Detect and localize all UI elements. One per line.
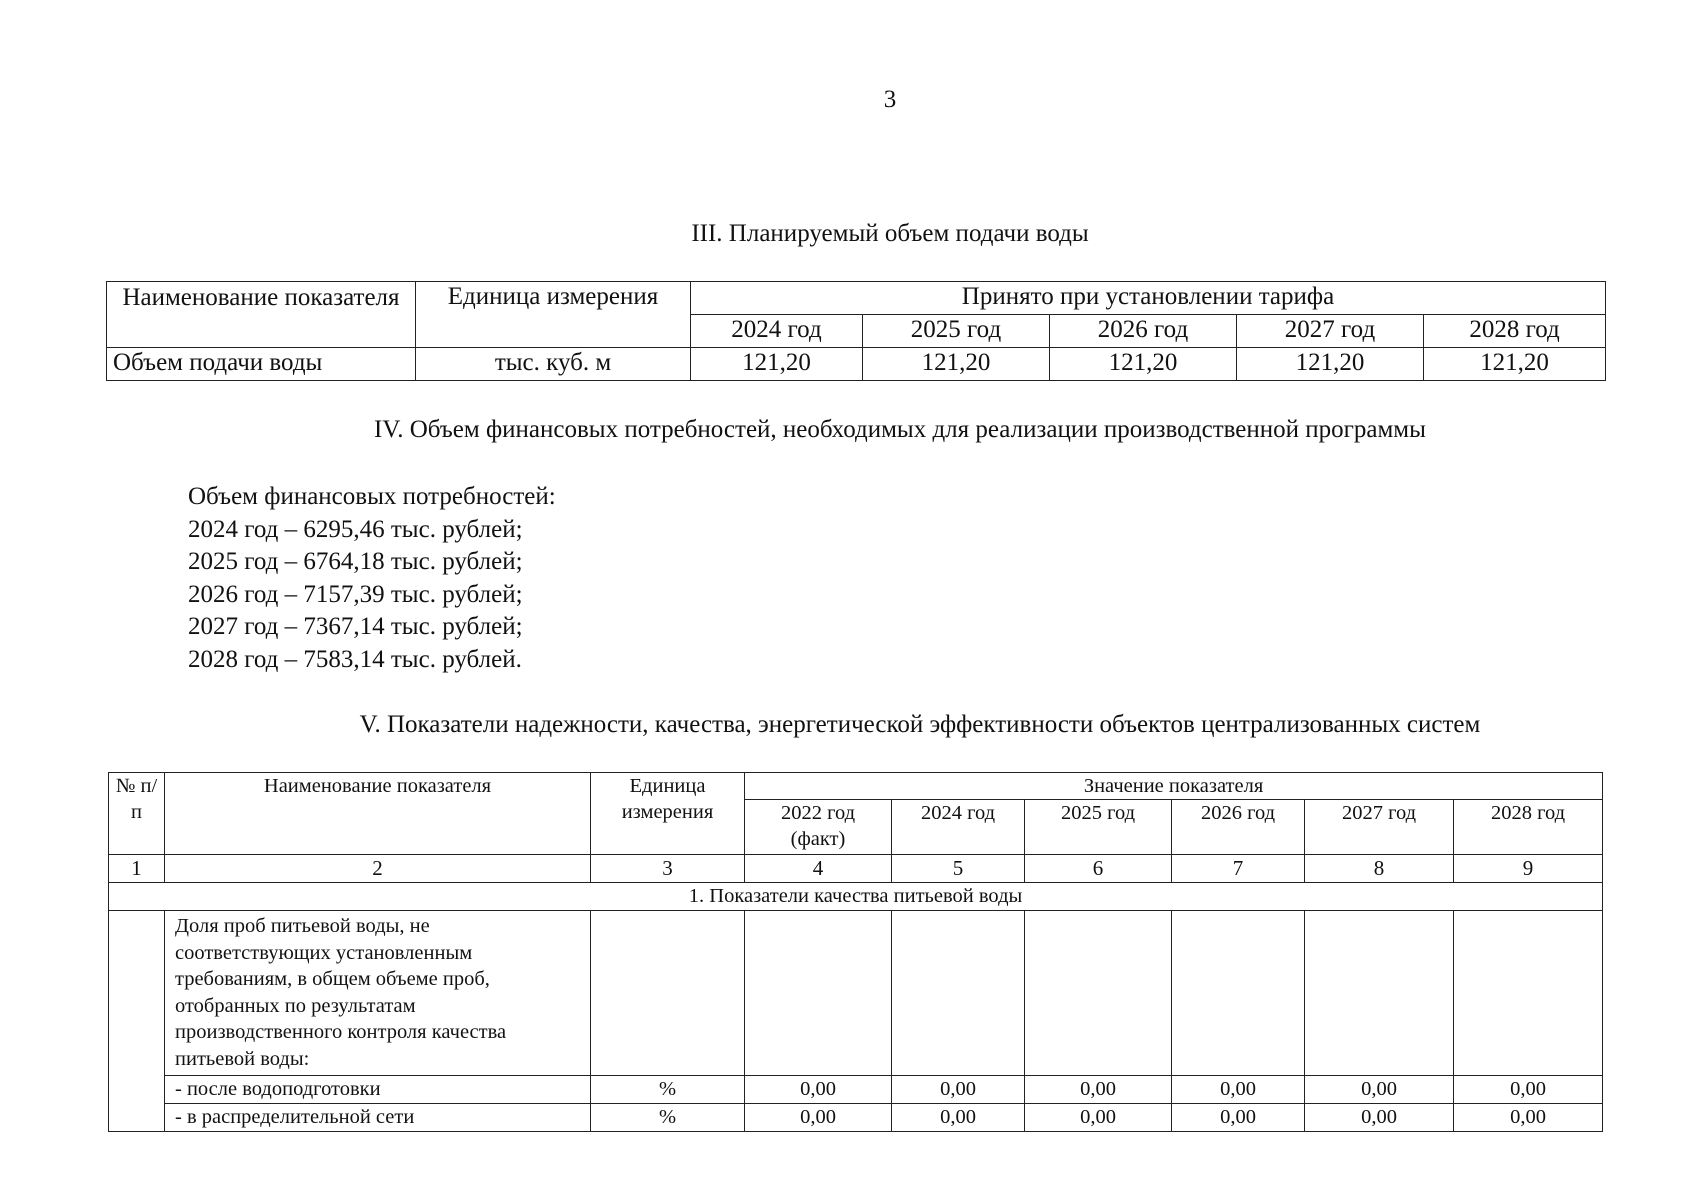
row-value: 0,00 xyxy=(1305,1104,1454,1132)
financial-needs-list xyxy=(188,481,556,677)
row-value: 0,00 xyxy=(1454,1076,1603,1104)
header-indicator: Наименование показателя xyxy=(107,282,416,348)
header-accepted: Принято при установлении тарифа xyxy=(691,282,1606,315)
column-number: 6 xyxy=(1025,855,1172,883)
header-year: 2024 год xyxy=(892,800,1025,855)
column-number: 3 xyxy=(591,855,745,883)
row-value: 0,00 xyxy=(1025,1104,1172,1132)
row-value: 121,20 xyxy=(691,348,863,381)
row-value: 0,00 xyxy=(1025,1076,1172,1104)
empty-cell xyxy=(892,911,1025,1076)
header-year: 2028 год xyxy=(1424,315,1606,348)
financial-line: 2028 год – 7583,14 тыс. рублей. xyxy=(188,645,522,673)
header-year: 2026 год xyxy=(1172,800,1305,855)
row-name: - в распределительной сети xyxy=(165,1104,591,1132)
indicator-description: Доля проб питьевой воды, не соответствующих установленным требованиям, в общем объеме проб, отобранных по результатам производственного контроля качества питьевой воды: xyxy=(165,911,591,1076)
indicators-table xyxy=(108,772,1603,1132)
row-value: 121,20 xyxy=(863,348,1050,381)
table-row xyxy=(109,1076,1603,1104)
section-5-title: V. Показатели надежности, качества, энергетической эффективности объектов централизованных систем xyxy=(359,711,1481,738)
header-value: Значение показателя xyxy=(745,773,1603,800)
row-value: 0,00 xyxy=(1172,1104,1305,1132)
header-year: 2022 год (факт) xyxy=(745,800,892,855)
header-indicator: Наименование показателя xyxy=(165,773,591,855)
row-name: - после водоподготовки xyxy=(165,1076,591,1104)
column-number: 2 xyxy=(165,855,591,883)
header-year: 2028 год xyxy=(1454,800,1603,855)
header-year: 2026 год xyxy=(1050,315,1237,348)
financial-line: 2027 год – 7367,14 тыс. рублей; xyxy=(188,613,523,641)
header-year: 2027 год xyxy=(1237,315,1424,348)
row-value: 0,00 xyxy=(1305,1076,1454,1104)
row-value: 0,00 xyxy=(745,1104,892,1132)
section-3-title: III. Планируемый объем подачи воды xyxy=(691,220,1089,247)
empty-cell xyxy=(1025,911,1172,1076)
financial-line: 2024 год – 6295,46 тыс. рублей; xyxy=(188,515,523,543)
group-title: 1. Показатели качества питьевой воды xyxy=(109,883,1603,911)
empty-cell xyxy=(591,911,745,1076)
header-year: 2027 год xyxy=(1305,800,1454,855)
header-year: 2024 год xyxy=(691,315,863,348)
row-value: 0,00 xyxy=(1172,1076,1305,1104)
column-number: 7 xyxy=(1172,855,1305,883)
row-value: 121,20 xyxy=(1424,348,1606,381)
header-year: 2025 год xyxy=(863,315,1050,348)
column-number: 9 xyxy=(1454,855,1603,883)
column-number: 5 xyxy=(892,855,1025,883)
water-supply-table xyxy=(106,281,1606,381)
row-unit: тыс. куб. м xyxy=(416,348,691,381)
table-row xyxy=(109,1104,1603,1132)
header-unit: Единица измерения xyxy=(591,773,745,855)
row-unit: % xyxy=(591,1076,745,1104)
financial-line: 2025 год – 6764,18 тыс. рублей; xyxy=(188,548,523,576)
section-4-title: IV. Объем финансовых потребностей, необходимых для реализации производственной программы xyxy=(374,416,1426,443)
row-number-empty xyxy=(109,911,165,1132)
row-unit: % xyxy=(591,1104,745,1132)
financial-line: Объем финансовых потребностей: xyxy=(188,483,556,510)
row-value: 121,20 xyxy=(1050,348,1237,381)
empty-cell xyxy=(1305,911,1454,1076)
header-num: № п/п xyxy=(109,773,165,855)
column-number: 4 xyxy=(745,855,892,883)
column-number: 1 xyxy=(109,855,165,883)
empty-cell xyxy=(1454,911,1603,1076)
row-name: Объем подачи воды xyxy=(107,348,416,381)
financial-line: 2026 год – 7157,39 тыс. рублей; xyxy=(188,580,523,608)
column-number: 8 xyxy=(1305,855,1454,883)
header-year: 2025 год xyxy=(1025,800,1172,855)
row-value: 0,00 xyxy=(892,1104,1025,1132)
empty-cell xyxy=(745,911,892,1076)
table-row xyxy=(107,348,1606,381)
row-value: 0,00 xyxy=(892,1076,1025,1104)
header-unit: Единица измерения xyxy=(416,282,691,348)
row-value: 121,20 xyxy=(1237,348,1424,381)
empty-cell xyxy=(1172,911,1305,1076)
row-value: 0,00 xyxy=(1454,1104,1603,1132)
row-value: 0,00 xyxy=(745,1076,892,1104)
page-number: 3 xyxy=(883,86,897,113)
